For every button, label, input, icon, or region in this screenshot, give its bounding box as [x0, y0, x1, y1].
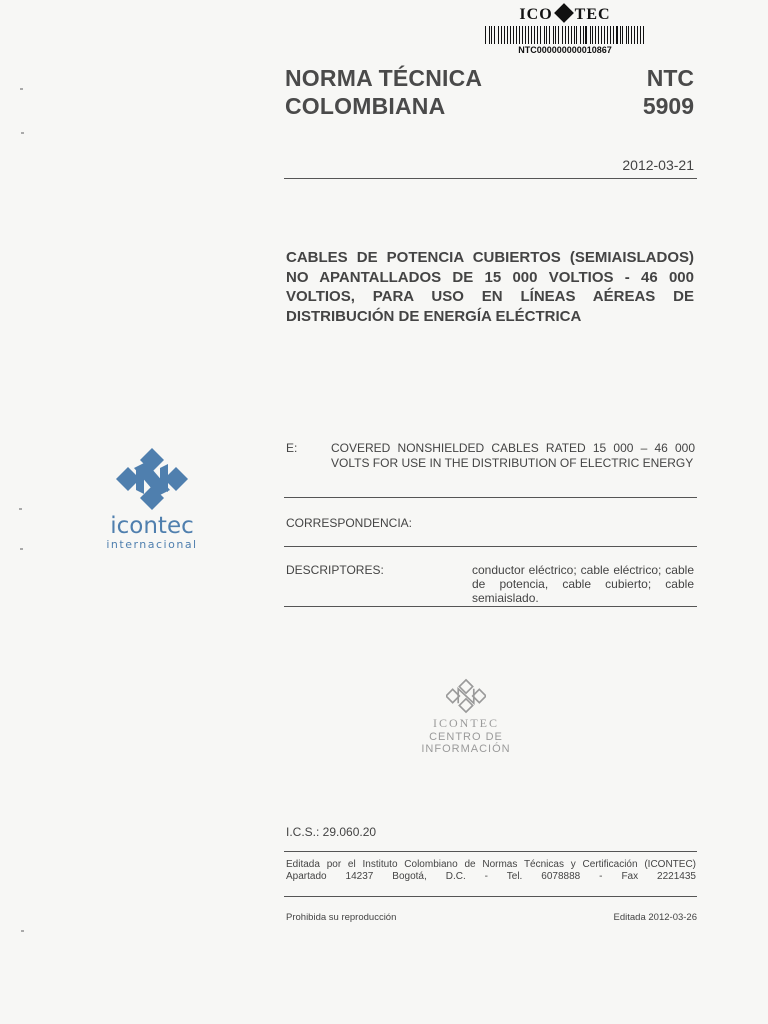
- barcode-bar: [494, 26, 495, 44]
- icontec-faded-icon: [446, 678, 486, 714]
- ntc-number: 5909: [642, 93, 694, 119]
- barcode-bar: [534, 26, 535, 44]
- publisher-info: [286, 859, 696, 883]
- stamp-logo-right: TEC: [574, 6, 611, 23]
- stamp-code: NTC000000000010867: [518, 45, 612, 55]
- publisher-line-2: Apartado 14237 Bogotá, D.C. - Tel. 6078888 - Fax 2221435: [286, 871, 696, 882]
- archive-stamp: [480, 6, 650, 55]
- centro-line-2: CENTRO DE: [429, 731, 503, 743]
- english-label: E:: [286, 441, 298, 455]
- barcode-bar: [510, 26, 511, 44]
- doc-title-line-4: DISTRIBUCIÓN DE ENERGÍA ELÉCTRICA: [286, 307, 582, 325]
- icontec-logo: [92, 448, 212, 551]
- divider: [284, 606, 697, 607]
- barcode-bar: [562, 26, 563, 44]
- doc-title-line-1: CABLES DE POTENCIA CUBIERTOS (SEMIAISLADOS): [286, 249, 694, 266]
- barcode-bar: [634, 26, 635, 44]
- barcode-bar: [537, 26, 538, 44]
- divider: [284, 546, 697, 547]
- descriptores-label: DESCRIPTORES:: [286, 563, 384, 577]
- ntc-label: NTC: [646, 65, 694, 91]
- ntc-id: [620, 64, 694, 120]
- doc-title-line-2: NO APANTALLADOS DE 15 000 VOLTIOS - 46 000: [286, 268, 694, 286]
- divider: [284, 497, 697, 498]
- english-title: COVERED NONSHIELDED CABLES RATED 15 000 – 46 000 VOLTS FOR USE IN THE DISTRIBUTION OF ELECTRIC ENERGY: [331, 441, 695, 470]
- barcode-bar: [501, 26, 502, 44]
- speck: [21, 132, 24, 134]
- barcode-bar: [592, 26, 593, 44]
- title-line-2: COLOMBIANA: [285, 93, 446, 119]
- divider: [284, 178, 697, 179]
- barcode-bar: [576, 26, 577, 44]
- barcode-bar: [485, 26, 486, 44]
- logo-subtitle: internacional: [106, 538, 198, 551]
- doc-title-line-3: VOLTIOS, PARA USO EN LÍNEAS AÉREAS DE: [286, 288, 694, 305]
- correspondencia-label: CORRESPONDENCIA:: [286, 516, 413, 530]
- centro-informacion-stamp: [406, 678, 526, 755]
- barcode-bar: [555, 26, 556, 44]
- speck: [20, 548, 23, 550]
- barcode-bar: [601, 26, 602, 44]
- barcode-bar: [571, 26, 572, 44]
- barcode-bar: [626, 26, 627, 44]
- icontec-n-icon: [116, 448, 188, 510]
- stamp-logo-left: ICO: [519, 6, 553, 23]
- page-title: [285, 64, 482, 120]
- barcode-bar: [610, 26, 611, 44]
- edition-date: Editada 2012-03-26: [613, 912, 697, 923]
- barcode-bar: [585, 26, 586, 44]
- descriptores-text: conductor eléctrico; cable eléctrico; cable de potencia, cable cubierto; cable semiaislado.: [472, 563, 694, 605]
- divider: [284, 896, 697, 897]
- publisher-line-1: Editada por el Instituto Colombiano de Normas Técnicas y Certificación (ICONTEC): [286, 859, 696, 870]
- barcode-bar: [616, 26, 617, 44]
- speck: [19, 508, 22, 510]
- barcode-bar: [546, 26, 547, 44]
- document-title: [286, 248, 694, 326]
- divider: [284, 851, 697, 852]
- barcode-bar: [525, 26, 526, 44]
- ics-code: I.C.S.: 29.060.20: [286, 825, 377, 839]
- centro-line-1: ICONTEC: [433, 716, 499, 730]
- barcode: [485, 26, 645, 44]
- speck: [21, 930, 24, 932]
- centro-line-3: INFORMACIÓN: [421, 743, 511, 755]
- reproduction-notice: Prohibida su reproducción: [286, 912, 397, 923]
- logo-name: icontec: [110, 513, 194, 539]
- barcode-bar: [516, 26, 517, 44]
- ratification-date: 2012-03-21: [622, 157, 694, 173]
- stamp-logo-mark-icon: [554, 3, 574, 23]
- speck: [20, 88, 23, 90]
- stamp-logo: [480, 6, 650, 24]
- title-line-1: NORMA TÉCNICA: [285, 65, 483, 91]
- barcode-bar: [643, 26, 644, 44]
